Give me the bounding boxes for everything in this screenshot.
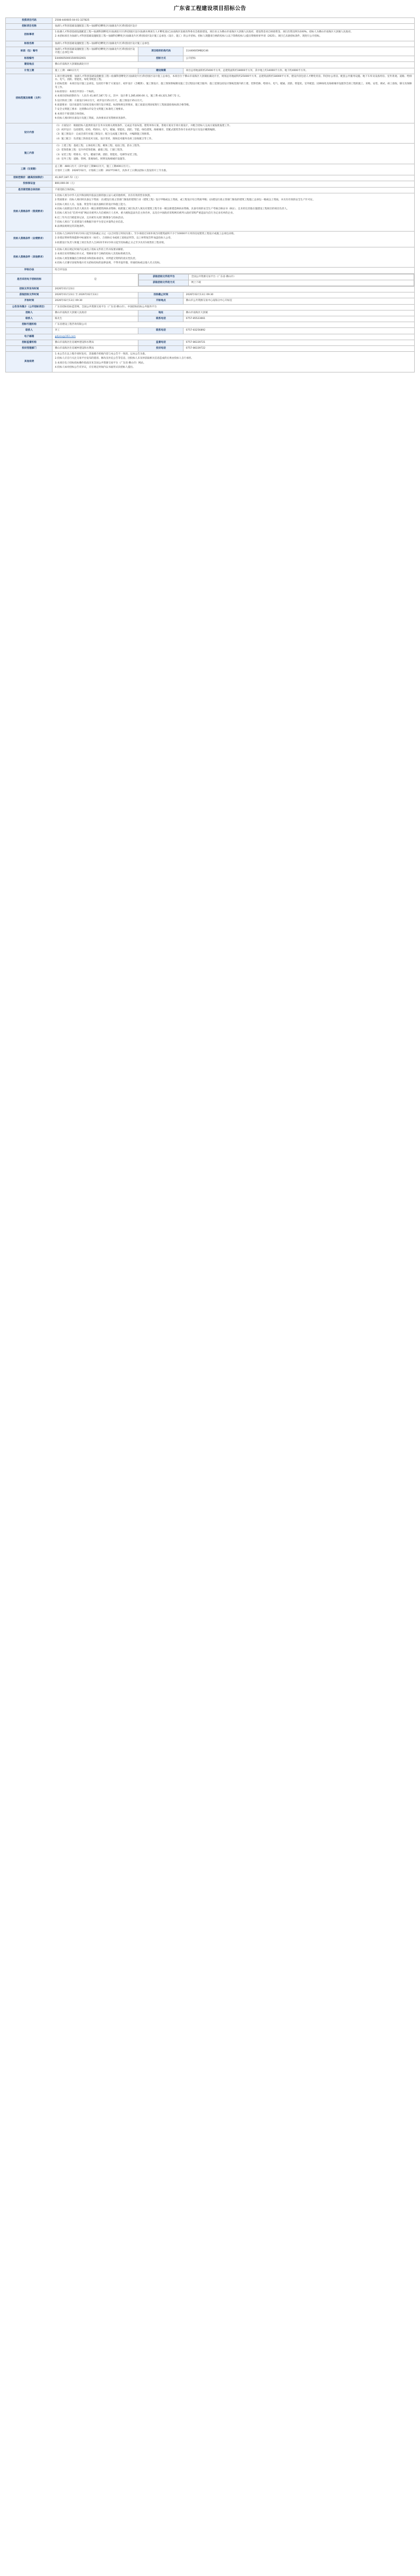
row-section-code [6,56,414,62]
ebid-way-label: 获取招标文件的方式 [139,280,189,286]
performance-para: 1.投标人自2021年01月01日起至投标截止日止（以合同签订时间为准），至少承接过1项单项合同建筑面积不少于10000平方米的房屋建筑工程设计或施工总承包业绩。 [55,232,237,235]
other-requirements-para: 1.投标人须在规定时间内完成电子投标文件的上传并按要求解密。 [55,248,126,251]
qualification-para: 3.投标人须在人员、设备、资金等方面具备相应的设计和施工能力。 [55,203,128,206]
email-value [52,334,414,340]
duration-para: 总工期：480日历天（其中设计工期80日历天，施工工期400日历天）。 [55,165,132,168]
other-requirements-para: 2.本项目采用资格后审方式，资格审查不合格的投标人其投标将被否决。 [55,253,133,256]
row-deposit [6,181,414,187]
row-owner-contact [6,316,414,322]
notes-label: 其他说明 [6,352,52,372]
scope-para: 2.招标范围：本项目设计施工总承包，包括但不限于方案设计、初步设计（含概算）、施工图设计、施工图预算编制及施工全过程设计配合服务；施工范围包括设计图纸范围内的土建、装饰装修、给排水、电气、暖通、消防、智能化、室外配套、园林绿化及海绵城市设施等全部工程的施工、采购、安装、调试、竣工验收、移交及保修等工作。 [55,83,412,89]
location: 佛山市南海区大沥镇仙湖北片区 [52,62,414,68]
performance-para: 3.拟派设计负责人和施工项目负责人自2021年01月01日起至投标截止日止至少具有1项类似工程业绩。 [55,241,167,244]
method-label: 评标办法 [6,268,52,273]
performance-label: 投标人资格条件（业绩要求） [6,231,52,247]
notes [52,352,414,372]
email-label: 电子邮箱 [6,334,52,340]
deadline-label: 投标截止时间 [138,292,183,298]
scope-para: 7.安全文明施工要求：达到佛山市安全文明施工标准化工地要求。 [55,108,126,111]
section-name-label: 标段名称 [6,41,52,47]
project-code-label: 投资项目代码 [6,17,52,23]
owner-address-value: 佛山市南海区大沥镇 [183,310,414,316]
row-design [6,123,414,144]
method-value: 综合评估法 [52,268,414,273]
construction-para: （2）装饰装修工程：室内外装饰装修、幕墙工程、门窗工程等。 [55,149,125,152]
row-media [6,304,414,310]
row-agent-contact [6,328,414,334]
row-section-name [6,41,414,47]
row-section-no [6,47,414,56]
deposit-value: 800,000.00（元） [52,181,414,187]
ebid-subtable [138,274,414,286]
scope-para: 9.投标人须同时具备设计及施工资质，具体要求详见资格审查条件。 [55,117,128,120]
phone-value: 0757-85523661 [183,316,414,322]
design-para: （1）方案设计：根据招标人提供的设计任务书及相关规划条件，完成总平面布置、建筑单体方案、景观方案及专项方案设计，并配合招标人完成方案报批报建工作。 [55,124,232,127]
scope-para: 8.本项目不接受联合体投标。 [55,112,86,116]
qualification [52,193,414,231]
scope-para: 5.设计阶段工期：方案设计20日历天，初步设计25日历天，施工图设计35日历天。 [55,99,145,102]
qualification-para: 2.资质要求：投标人须同时具备以下资质：(1)建设行政主管部门颁发的建筑行业（建筑工程）设计甲级或以上资质，或工程设计综合资质甲级；(2)建设行政主管部门颁发的建筑工程施工总承包一级或以上资质，并具有有效的安全生产许可证。 [55,199,316,202]
page [0,0,420,381]
duration-label: 工期（交货期） [6,164,52,175]
open-time-label: 开标时间 [6,298,52,304]
performance-para: 2.业绩证明材料须提供中标通知书（如有）、合同协议书或竣工验收证明等，以上材料复印件加盖投标人公章。 [55,237,173,240]
org-value: 11440605MB2C46 [183,47,414,56]
media-label: 公告发布媒介（公开招标项目） [6,304,52,310]
ebid-platform-label: 获取招标文件的平台 [139,274,189,280]
scope-para: 6.质量要求：设计质量符合国家及地方现行设计规范、标准和规定的要求，施工质量达到国家现行工程质量验收标准合格等级。 [55,104,191,106]
section-no: 仙湖人才科创基础设施配套工程—仙湖科创孵化区(仙湖北片区)科创园区设计施工总承包 01 [52,47,138,56]
location-label: 建设地点 [6,62,52,68]
row-other-requirements [6,247,414,268]
row-project-code [6,17,414,23]
row-duration [6,164,414,175]
qualification-para: 1.投标人须为中华人民共和国境内依法注册的独立法人或其他组织，具有有效的营业执照。 [55,194,153,197]
complaint-phone-value: 0757-86339722 [183,345,414,351]
page-title: 广东省工程建设项目招标公告 [173,6,247,12]
design [52,123,414,144]
qualification-para: 8.法律法规规定的其他条件。 [55,225,86,228]
row-ebid [6,273,414,286]
deadline-value: 2026年02月13日 09:30 [183,292,414,298]
construction [52,144,414,164]
agent-phone-value: 0757-83256892 [183,328,414,334]
plan-label: 计划工期 [6,68,52,74]
other-requirements-para: 4.投标人应遵守国家和地方有关招标投标的法律法规，不得弄虚作假、串通投标或以他人名义投标。 [55,262,162,265]
qualification-para: 7.投标人须在广东省建设行业数据开放平台登记并取得企业信息。 [55,221,126,224]
row-supervisor [6,340,414,345]
overview-para: 2.本招标项目为仙湖人才科创基础设施配套工程—仙湖科创孵化区(仙湖北片区)科创园区设计施工总承包（设计、施工）的公开招标，招标人现邀请合格的投标人(以下简称投标人)提出资格预审申请（2025）。项目已具备招标条件，现进行公开招标。 [55,35,322,38]
row-construction [6,144,414,164]
plan-value: 施工工期：480日历天 [52,68,138,74]
scope [52,74,414,123]
overview-para: 1.仙湖人才科创基础设施配套工程—仙湖科创孵化区(仙湖北片区)科创园区设计(仙湖水网再生人才孵化园)已由南海区发展改革委员会批准建设，项目业主为佛山市南海区大沥镇人民政府，建设资金来自财政资金，项目出资比例为100%。招标人为佛山市南海区大沥镇人民政府。 [55,30,353,33]
row-email [6,334,414,340]
supervisor-phone-value: 0757-86339721 [183,340,414,345]
doc-time-value: 2026年01月23日 至 2026年02月13日 [52,292,138,298]
section-code: E4406050001500502001 [52,56,138,62]
overview-label: 招标事项 [6,29,52,41]
owner-value: 佛山市南海区大沥镇人民政府 [52,310,138,316]
budget-label: 招标控制价（最高投标限价） [6,175,52,181]
bid-type-label: 招标方式 [138,56,183,62]
budget-value: 41,607,187.72（元） [52,175,414,181]
joint-value: 不接受联合体投标。 [52,187,414,193]
row-qualification [6,193,414,231]
scope-label: 招标范围及规模（文件） [6,74,52,123]
open-place-value: 佛山市公共资源交易中心南海分中心开标室 [183,298,414,304]
design-label: 设计内容 [6,123,52,144]
overview [52,29,414,41]
scope-para: 4.本项目招标控制价为：人民币 41,607,187.72 元，其中：设计费 1,285,600.00 元，施工费 40,321,587.72 元。 [55,95,182,98]
complaint-phone-label: 投诉电话 [138,345,183,351]
complaint-value: 佛山市南海区住房城乡建设和水利局 [52,345,138,351]
scope-para: 1.项目建设规模：仙湖人才科创基础设施配套工程—仙湖科创孵化区(仙湖北片区)科创园区设计施工总承包，本项目位于佛山市南海区大沥镇仙湖北片区，规划总用地面积约25000平方米，总建筑面积约18000平方米，建设内容包括人才孵化用房、科创办公用房、配套公共服务设施、地下车库及设备用房、室外景观、道路、给排水、电气、消防、智能化、绿化等配套工程。 [55,75,412,81]
agent-phone-label: 联系电话 [138,328,183,334]
tender-doc-label: 招标文件发布时间 [6,287,52,292]
contact-label: 联系人 [6,316,52,322]
ebid-details [138,273,414,286]
ebid-label: 是否采用电子招标投标 [6,273,52,286]
row-joint [6,187,414,193]
design-para: （4）施工配合：负责施工阶段技术交底、设计变更、现场技术服务及竣工验收配合等工作。 [55,137,154,140]
agent-contact-label: 联系人 [6,328,52,334]
complaint-label: 投诉受理部门 [6,345,52,351]
row-plan [6,68,414,74]
duration [52,164,414,175]
row-budget [6,175,414,181]
row-performance [6,231,414,247]
construction-para: （3）安装工程：给排水、电气、暖通空调、消防、智能化、电梯等安装工程。 [55,153,139,156]
notes-para: 3.本项目电子招标投标操作指南详见全国公共资源交易平台（广东省·佛山市）网站。 [55,361,146,365]
qualification-para: 5.投标人须为在“信用中国”网站未被列入失信被执行人名单、重大税收违法失信主体名单，以及在中国政府采购网未被列入政府采购严重违法失信行为记录名单的企业。 [55,212,235,215]
section-name: 仙湖人才科创基础设施配套工程—仙湖科创孵化区(仙湖北片区)科创园区设计施工总承包 [52,41,414,47]
project-code: 2508-440605-04-01-327825 [52,17,414,23]
doc-time-label: 获取招标文件时间 [6,292,52,298]
row-scope [6,74,414,123]
qualification-label: 投标人资格条件（资质要求） [6,193,52,231]
open-place-label: 开标地点 [138,298,183,304]
owner-address-label: 地址 [138,310,183,316]
construction-para: （4）室外工程：道路、管网、景观绿化、照明及海绵城市设施等。 [55,158,127,161]
performance [52,231,414,247]
ebid-platform-value: 全国公共资源交易平台（广东省·佛山市） [189,274,414,280]
section-code-label: 标段编号 [6,56,52,62]
ebid-value: 是 [52,273,138,286]
notes-para: 2.投标人应自行关注交易平台发布的澄清、修改及补充公告等信息，因投标人未及时获取相关信息造成的后果由投标人自行承担。 [55,357,194,360]
org-label: 项目组织机构代码 [138,47,183,56]
duration-para: 计划开工日期：2026年02月，计划竣工日期：2027年06月，具体开工日期以招标人签发的开工令为准。 [55,169,169,172]
row-complaint [6,345,414,351]
tender-doc-value: 2026年01月23日 [52,287,414,292]
supervisor-label: 招标监督机构 [6,340,52,345]
ebid-way-value: 网上下载 [189,280,414,286]
supervisor-phone-label: 监督电话 [138,340,183,345]
announcement-table [5,17,414,372]
media-value: 广东省招标投标监管网、全国公共资源交易平台（广东省·佛山市）、中国招标投标公共服务平台 [52,304,414,310]
qualification-para: 6.近三年内无行贿犯罪记录，且未被有关部门限制参与投标活动。 [55,216,126,219]
row-open-time [6,298,414,304]
contact-value: 陈先生 [52,316,138,322]
section-no-label: 标段（包）编号 [6,47,52,56]
deposit-label: 投标保证金 [6,181,52,187]
owner-label: 招标人 [6,310,52,316]
construction-label: 施工内容 [6,144,52,164]
notes-para: 1.本公告在以上媒介同时发布，其他媒介转载内容与本公告不一致的，以本公告为准。 [55,353,147,356]
row-owner [6,310,414,316]
row-tender-doc [6,287,414,292]
design-para: （3）施工图设计：完成全部专业施工图设计，配合完成施工图审查，并编制施工图预算。 [55,133,152,136]
row-doc-time [6,292,414,298]
other-requirements-label: 投标人资格条件（其他要求） [6,247,52,268]
other-requirements-para: 3.投标人须签署廉洁自律承诺书和投标承诺书，对所提交资料的真实性负责。 [55,257,138,260]
project-name: 仙湖人才科创基础设施配套工程—仙湖科创孵化区(仙湖北片区)科创园区设计 [52,23,414,29]
row-agent [6,322,414,328]
row-location [6,62,414,68]
project-name-label: 招标项目名称 [6,23,52,29]
row-overview [6,29,414,41]
qualification-para: 4.投标人拟派设计负责人须具有一级注册建筑师执业资格；拟派施工项目负责人须具有建筑工程专业一级注册建造师执业资格，具备有效的安全生产考核合格证书（B证），且未担任其他在施建设工程项目的项目负责人。 [55,207,290,210]
bid-type: 公开招标 [183,56,414,62]
agent-label: 招标代理机构 [6,322,52,328]
agent-value: 广东省建设工程咨询有限公司 [52,322,414,328]
phone-label: 联系电话 [138,316,183,322]
notes-para: 4.投标人如对招标公告有异议，应在规定时间内以书面形式向招标人提出。 [55,366,135,369]
joint-label: 是否接受联合体投标 [6,187,52,193]
email-link[interactable]: gdjszx@163.com [55,335,76,338]
scale-value: 项目总用地面积约25000平方米，总建筑面积约18000平方米，其中地上约14000平方米、地下约4000平方米。 [183,68,414,74]
open-time-value: 2026年02月13日 09:30 [52,298,138,304]
row-project-name [6,23,414,29]
supervisor-value: 佛山市南海区住房城乡建设和水利局 [52,340,138,345]
row-notes [6,352,414,372]
agent-contact-value: 李工 [52,328,138,334]
scope-para: 3.标段划分：本项目共划分一个标段。 [55,90,97,93]
other-requirements [52,247,414,268]
scale-label: 建设规模 [138,68,183,74]
construction-para: （1）土建工程：基础工程、主体结构工程、砌体工程、屋面工程、防水工程等。 [55,145,142,147]
design-para: （2）初步设计：包括建筑、结构、给排水、电气、暖通、智能化、消防、节能、绿色建筑、海绵城市、装配式建筑等各专业初步设计及设计概算编制。 [55,128,217,131]
row-method [6,268,414,273]
